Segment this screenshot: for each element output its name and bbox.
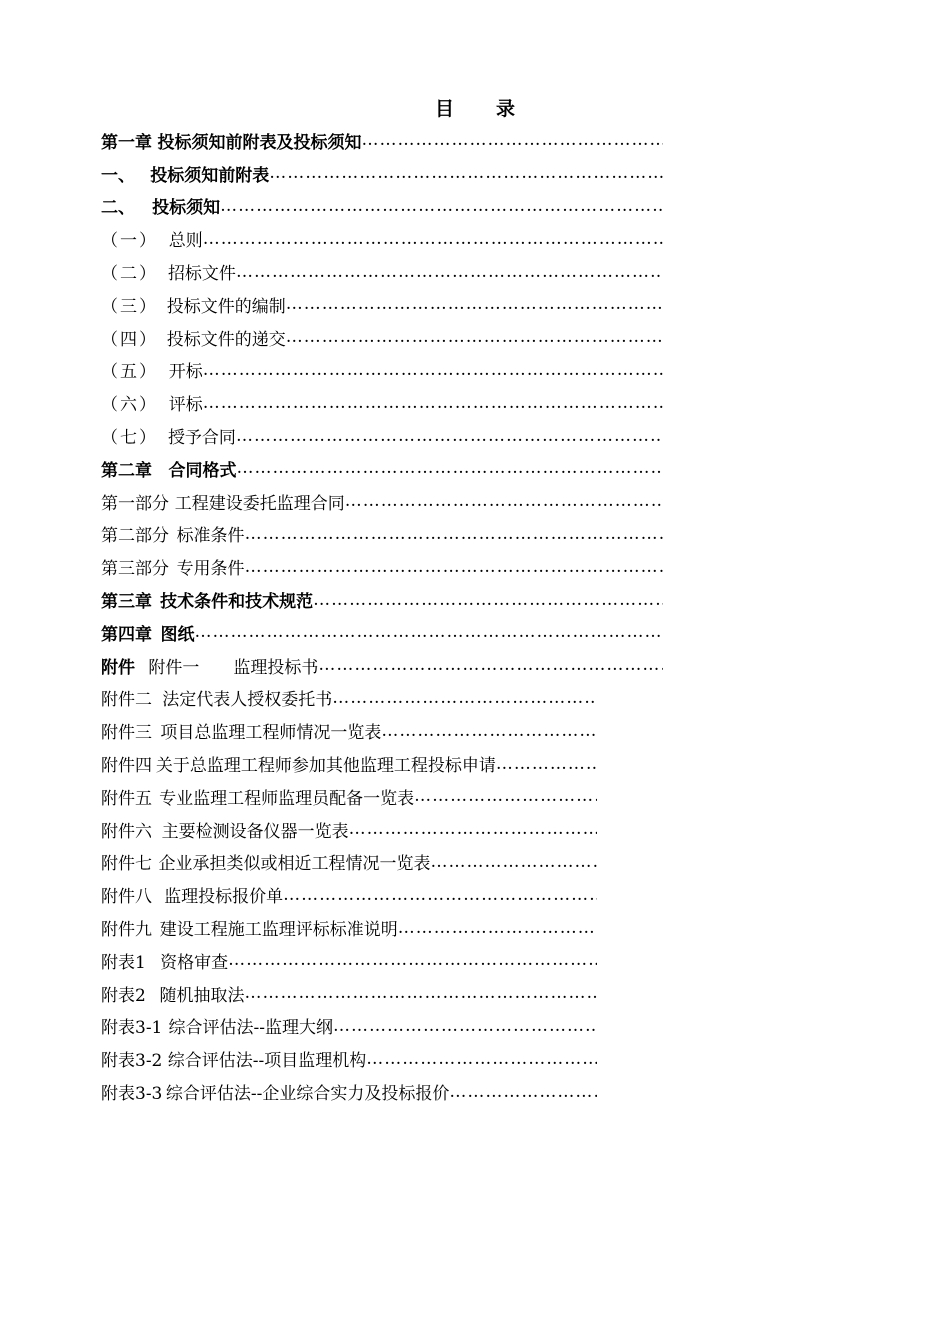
toc-entry-number: 附件三 [101, 723, 152, 744]
toc-leader-dots [244, 983, 597, 1003]
toc-entry-title: 法定代表人授权委托书 [162, 690, 333, 711]
toc-entry-number: 附件二 [101, 690, 152, 711]
toc-entry-number: （六） [101, 395, 158, 416]
toc-entry[interactable] [101, 1075, 597, 1108]
toc-entry-number: 第二章 [101, 460, 152, 481]
toc-entry-title: 投标须知前附表 [150, 165, 270, 186]
toc-entry-title: 监理投标报价单 [164, 887, 284, 908]
toc-leader-dots [286, 294, 663, 314]
toc-entry[interactable] [101, 944, 597, 977]
toc-entry-title: 专用条件 [176, 559, 245, 580]
toc-entry-title: 综合评估法--监理大纲 [168, 1018, 334, 1039]
toc-entry[interactable] [101, 714, 597, 747]
toc-entry-title: 投标文件的递交 [166, 329, 286, 350]
toc-entry[interactable] [101, 682, 597, 715]
toc-entry-number: 附件四 [101, 756, 152, 777]
toc-entry-title: 合同格式 [168, 460, 237, 481]
toc-leader-dots [203, 360, 663, 380]
toc-entry[interactable] [101, 419, 663, 452]
toc-entry-number: 第四章 [101, 624, 152, 645]
toc-entry-title: 总则 [168, 231, 203, 252]
toc-entry[interactable] [101, 911, 597, 944]
toc-title-char-1: 目 [434, 98, 454, 120]
toc-entry-title: 综合评估法--企业综合实力及投标报价 [165, 1084, 450, 1104]
toc-entry[interactable] [101, 1010, 597, 1043]
toc-leader-dots [333, 1016, 597, 1036]
toc-entry-number: 附表3-3 [101, 1084, 163, 1104]
toc-leader-dots [430, 852, 597, 872]
toc-entry-title: 专业监理工程师监理员配备一览表 [159, 788, 415, 809]
toc-entry-number: 一、 [101, 165, 135, 186]
toc-leader-dots [332, 688, 597, 708]
toc-entry-number: 附件五 [101, 788, 152, 809]
toc-leader-dots [237, 458, 663, 478]
toc-entry[interactable] [101, 813, 597, 846]
toc-entry[interactable] [101, 846, 597, 879]
toc-entry-number: 第三部分 [101, 559, 169, 580]
toc-entry[interactable] [101, 977, 597, 1010]
toc-entry-number: 附表1 [101, 952, 146, 973]
toc-leader-dots [203, 393, 663, 413]
toc-entry-number: （五） [101, 362, 158, 383]
toc-entry-title: 工程建设委托监理合同 [174, 493, 345, 514]
toc-leader-dots [345, 491, 663, 511]
toc-entry-title: 评标 [168, 395, 203, 416]
toc-entry[interactable] [101, 321, 663, 354]
toc-entry[interactable] [101, 354, 663, 387]
toc-entry-title: 投标须知 [152, 198, 221, 219]
toc-entry-number: 第三章 [101, 592, 152, 613]
toc-leader-dots [236, 262, 663, 282]
toc-entry-title: 技术条件和技术规范 [160, 592, 314, 613]
toc-entry[interactable] [101, 747, 597, 780]
toc-leader-dots [236, 426, 663, 446]
toc-entry[interactable] [101, 222, 663, 255]
toc-entry-number: 附件六 [101, 821, 152, 842]
toc-entry[interactable] [101, 616, 663, 649]
toc-entry[interactable] [101, 190, 663, 223]
toc-entry-number: 附表2 [101, 985, 146, 1006]
toc-entry[interactable] [101, 452, 663, 485]
table-of-contents [101, 124, 663, 1108]
toc-leader-dots [245, 557, 663, 577]
toc-entry-number: （七） [101, 428, 158, 449]
toc-entry-number: 附表3-1 [101, 1018, 163, 1039]
toc-entry-title: 主要检测设备仪器一览表 [161, 821, 349, 842]
toc-leader-dots [349, 819, 597, 839]
toc-entry[interactable] [101, 288, 663, 321]
toc-leader-dots [381, 721, 597, 741]
toc-entry-title: 关于总监理工程师参加其他监理工程投标申请 [155, 756, 496, 777]
toc-entry[interactable] [101, 649, 663, 682]
toc-title-char-2: 录 [496, 98, 516, 120]
toc-entry-title: 开标 [168, 362, 203, 383]
toc-entry-number: 附件 [101, 657, 135, 678]
toc-title [0, 94, 950, 121]
toc-entry-number: （二） [101, 264, 158, 285]
toc-entry-number: （三） [101, 296, 158, 317]
toc-entry-title: 投标文件的编制 [166, 296, 286, 317]
toc-leader-dots [245, 524, 663, 544]
toc-entry-number: 附件七 [101, 854, 152, 875]
toc-leader-dots [194, 622, 663, 642]
toc-entry[interactable] [101, 157, 663, 190]
toc-entry-number: 二、 [101, 198, 135, 219]
toc-entry-number: （四） [101, 329, 158, 350]
toc-entry-title: 标准条件 [176, 526, 245, 547]
toc-entry-number: 第一章 [101, 132, 152, 153]
toc-leader-dots [220, 196, 663, 216]
toc-entry-title: 授予合同 [167, 428, 236, 449]
toc-entry[interactable] [101, 1042, 597, 1075]
toc-entry-title: 图纸 [160, 624, 195, 645]
toc-entry-title: 建设工程施工监理评标标准说明 [159, 920, 398, 941]
toc-leader-dots [496, 754, 597, 774]
toc-leader-dots [283, 885, 597, 905]
toc-entry[interactable] [101, 583, 663, 616]
toc-leader-dots [414, 786, 597, 806]
toc-leader-dots [318, 655, 663, 675]
toc-entry[interactable] [101, 485, 663, 518]
toc-entry-title: 附件一 监理投标书 [148, 657, 319, 678]
toc-entry[interactable] [101, 124, 663, 157]
toc-entry-number: （一） [101, 231, 158, 252]
toc-leader-dots [449, 1082, 597, 1102]
toc-entry-number: 第二部分 [101, 526, 169, 547]
toc-entry-title: 企业承担类似或相近工程情况一览表 [158, 854, 431, 875]
toc-leader-dots [228, 950, 597, 970]
toc-entry-number: 附件八 [101, 887, 152, 908]
toc-entry-number: 附件九 [101, 920, 152, 941]
toc-entry-title: 随机抽取法 [159, 985, 245, 1006]
toc-entry[interactable] [101, 780, 597, 813]
toc-leader-dots [361, 130, 663, 150]
toc-leader-dots [366, 1049, 597, 1069]
toc-entry-title: 综合评估法--项目监理机构 [167, 1051, 367, 1072]
toc-entry-title: 投标须知前附表及投标须知 [157, 132, 362, 153]
toc-entry[interactable] [101, 518, 663, 551]
toc-leader-dots [203, 229, 663, 249]
toc-entry-title: 招标文件 [167, 264, 236, 285]
toc-entry-title: 资格审查 [160, 952, 229, 973]
toc-leader-dots [313, 590, 663, 610]
toc-entry[interactable] [101, 386, 663, 419]
toc-leader-dots [398, 918, 597, 938]
toc-entry-number: 附表3-2 [101, 1051, 163, 1072]
toc-entry[interactable] [101, 878, 597, 911]
toc-leader-dots [269, 163, 663, 183]
toc-entry-number: 第一部分 [101, 493, 169, 514]
toc-entry-title: 项目总监理工程师情况一览表 [160, 723, 382, 744]
toc-entry[interactable] [101, 255, 663, 288]
toc-entry[interactable] [101, 550, 663, 583]
toc-leader-dots [286, 327, 663, 347]
